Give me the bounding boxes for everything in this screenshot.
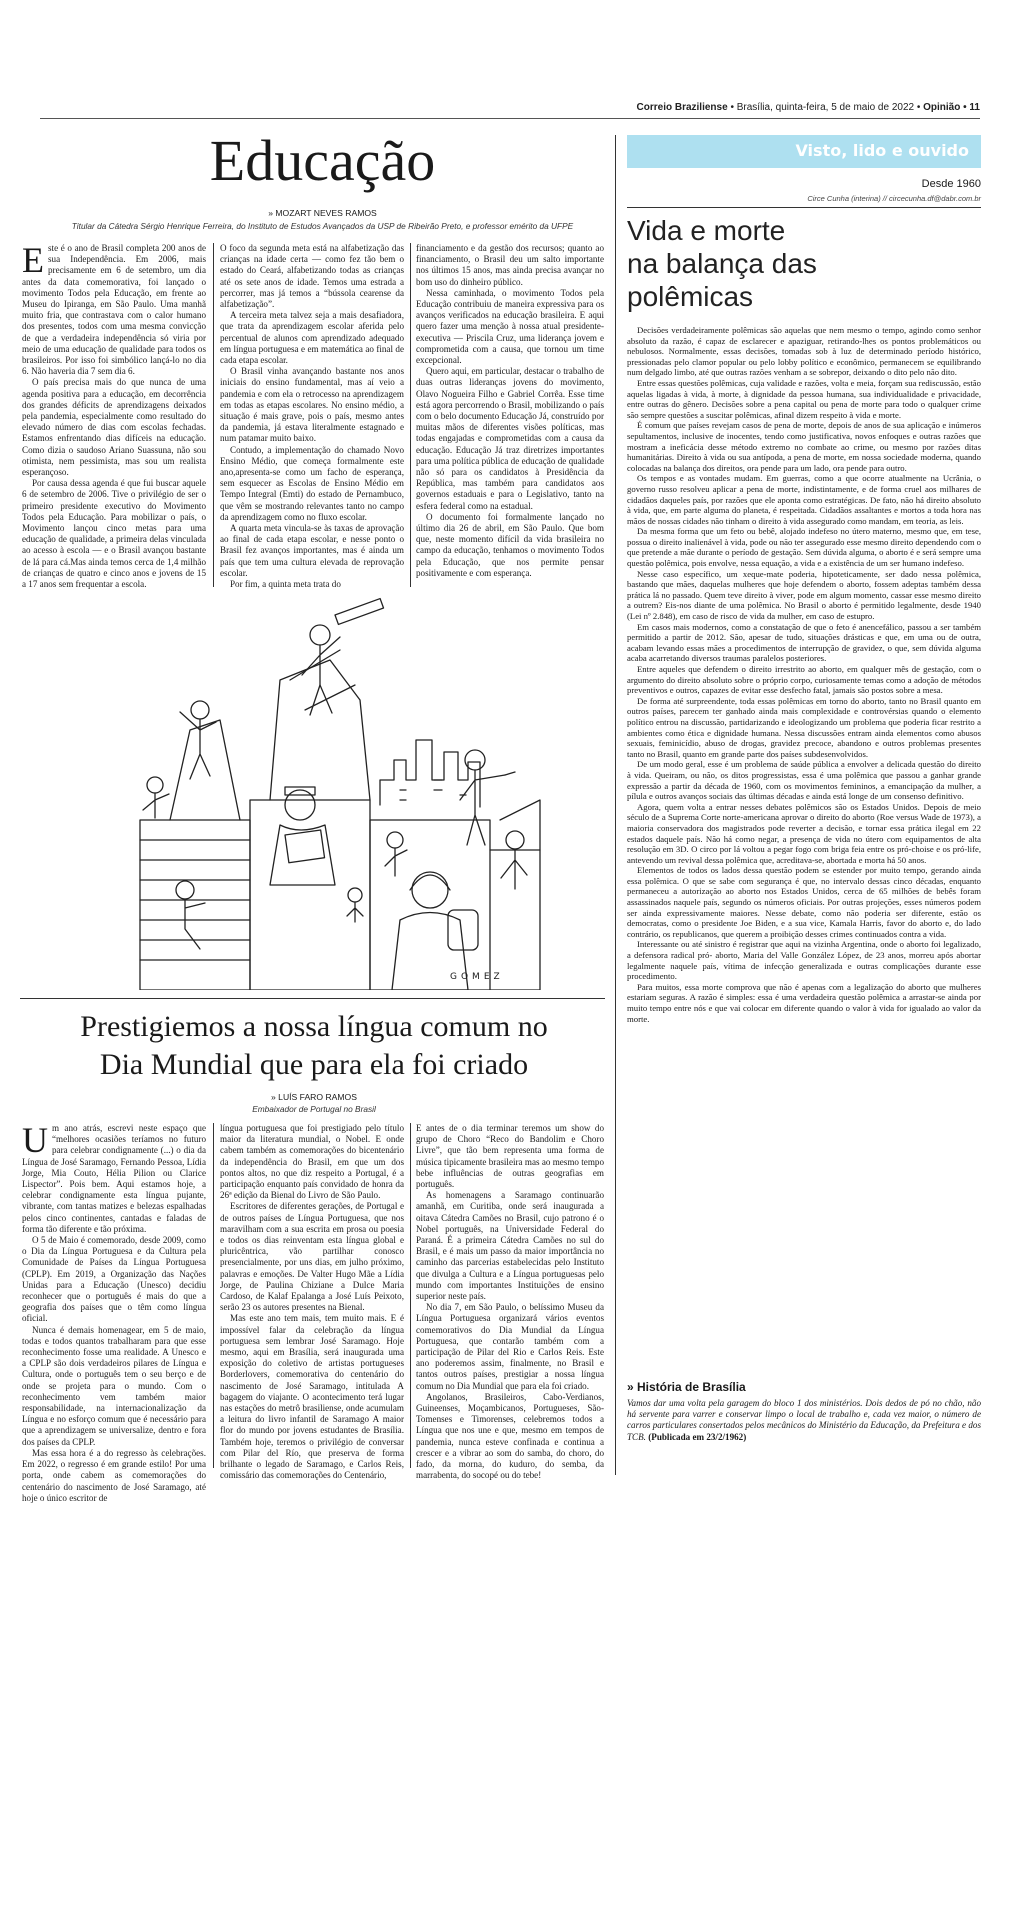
title-line: Dia Mundial que para ela foi criado <box>99 1048 529 1081</box>
paragraph: língua portuguesa que foi prestigiado pelo título maior da literatura mundial, o Nobel. E onde cabem também as comemorações do bicentenário da independência do Brasil, em que um dos pontos altos, no que diz respeito a Portugal, é a participação enquanto país convidado de honra da 26ª edição da Bienal do Livro de São Paulo. <box>220 1123 404 1201</box>
paragraph: A quarta meta vincula-se às taxas de aprovação ao final de cada etapa escolar, e nesse ponto o Brasil fez avanços importantes, mas é ainda um país que tem uma cultura elevada de reprovação escolar. <box>220 523 404 578</box>
sidebar-column-banner <box>627 135 981 168</box>
paragraph: O país precisa mais do que nunca de uma agenda positiva para a educação, em decorrência dos grandes déficits de aprendizagens deixados pela pandemia, especialmente como resultado do elevado número de dias com escolas fechadas. Estamos enfrentando dias difíceis na educação. Como dizia o saudoso Ariano Suassuna, não sou otimista, nem pessimista, mas sou um realista esperançoso. <box>22 377 206 478</box>
paragraph: Mas este ano tem mais, tem muito mais. E é impossível falar da celebração da língua portuguesa sem lembrar José Saramago. Hoje mesmo, aqui em Brasília, será inaugurada uma exposição do coletivo de artistas portugueses Borderlovers, comemorativa do centenário do nascimento de José Saramago, intitulada A bagagem do viajante. O acontecimento terá lugar nas estações do metrô brasiliense, onde acumulam a leitura do livro infantil de Saramago A maior flor do mundo por jovens estudantes de Brasília. Também hoje, teremos o privilégio de conversar com Pilar del Río, que preserva de forma brilhante o legado de Saramago, e Carlos Reis, comissário das comemorações do Centenário, <box>220 1313 404 1481</box>
section-name: Opinião <box>923 102 961 113</box>
paragraph: O foco da segunda meta está na alfabetização das crianças na idade certa — como fez tão bem o estado do Ceará, alfabetizando todas as crianças até os sete anos de idade. Temos uma estrada a percorrer, mas já temos a “bússola cearense da alfabetização”. <box>220 243 404 310</box>
column-divider <box>213 1123 214 1468</box>
paragraph: Agora, quem volta a entrar nesses debates polêmicos são os Estados Unidos. Depois de meio século de a Suprema Corte norte-americana aprovar o direito do aborto (Roe versus Wade de 1973), a maioria conservadora dos magistrados pode reverter a decisão, e tornar essa prática ilegal em 22 estados daquele país. Não há como negar, a presença de vida no útero com equipamentos de alta resolução em 3D. O circo por lá voltou a pegar fogo com briga feia entre os pró-choise e os pró-life, antevendo um revival dessa polêmica que, acreditava-se, abortada e morta há 50 anos. <box>627 801 981 865</box>
paragraph: O Brasil vinha avançando bastante nos anos iniciais do ensino fundamental, mas aí veio a pandemia e com ela o retrocesso na aprendizagem em todas as etapas escolares. No ensino médio, a situação é mais grave, pois o país, mesmo antes da pandemia, já estava literalmente estagnado e num patamar muito baixo. <box>220 366 404 444</box>
paragraph: Nunca é demais homenagear, em 5 de maio, todas e todos quantos trabalharam para que esse reconhecimento fosse uma realidade. A Unesco e a CPLP são dois verdadeiros pilares de Língua e Cultura, onde o português tem o seu berço e de onde se projeta para o mundo. Com o reconhecimento vem também maior responsabilidade, na internacionalização da Língua e no esforço comum que é necessário para que a aprendizagem se universalize, dentro e fora dos países da CPLP. <box>22 1324 206 1447</box>
sidebar-rule <box>627 207 981 208</box>
article-column-3 <box>416 1123 604 1482</box>
article-column-2 <box>220 243 404 590</box>
running-head <box>510 102 980 113</box>
article-column-3 <box>416 243 604 579</box>
page-number: • 11 <box>963 102 980 113</box>
sidebar-body <box>627 325 981 1024</box>
headline-line: Vida e morte <box>627 215 786 246</box>
paragraph: De um modo geral, esse é um problema de saúde pública a envolver a delicada questão do direito à vida. Queiram, ou não, os ditos progressistas, essa é uma polêmica que passou a ganhar grande expressão a partir da década de 1960, com os movimentos femininos, a emancipação da mulher, a pílula e outros avanços sociais das últimas décadas e ainda está longe de um consenso definitivo. <box>627 759 981 802</box>
newspaper-name: Correio Braziliense <box>636 102 728 113</box>
section-divider <box>20 998 605 999</box>
paragraph: Decisões verdadeiramente polêmicas são aquelas que nem mesmo o tempo, agindo como senhor absoluto da razão, é capaz de esclarecer e apaziguar, retirando-lhes os pontos problemáticos ou nebulosos. Normalmente, essas decisões, tomadas sob à luz de determinado período histórico, pressionadas pelo clamor popular ou pelo lobby político e econômico, permanecem se equilibrando num delgado limbo, até que outras razões venham a se sobrepor, deixando o dito pelo não dito. <box>627 325 981 378</box>
history-text: Vamos dar uma volta pela garagem do bloco 1 dos ministérios. Dois dedos de pó no chão, não há servente para varrer e conservar limpo o local de trabalho e, cada vez maior, o número de carros particulares consertados pelos mecânicos do Ministério da Educação, da Prefeitura e dos TCB. <box>627 1398 981 1442</box>
column-divider <box>213 243 214 587</box>
illustration-signature: GOMEZ <box>450 972 504 982</box>
paragraph: Por fim, a quinta meta trata do <box>230 579 341 590</box>
column-divider <box>410 1123 411 1468</box>
drop-cap: E <box>22 240 44 280</box>
paragraph: Nessa caminhada, o movimento Todos pela Educação contribuiu de maneira expressiva para os avanços verificados na educação brasileira. E aqui quero fazer uma menção à nossa atual presidente-executiva — Priscila Cruz, uma liderança jovem e comprometida com a causa, que tornou um time excepcional. <box>416 287 604 366</box>
paragraph: Entre essas questões polêmicas, cuja validade e razões, volta e meia, forçam sua rediscussão, estão aquelas ligadas à vida, à morte, à dignidade da pessoa humana, sua individualidade e privacidade, entre outras do gênero. Decisões sobre a pena capital ou pena de morte para todo o qualquer crime são sempre questões a suscitar polêmicas, afinal dizem respeito à vida e morte. <box>627 377 981 420</box>
author-note: Titular da Cátedra Sérgio Henrique Ferreira, do Instituto de Estudos Avançados da USP de Ribeirão Preto, e professor emérito da UFPE <box>71 221 574 231</box>
paragraph: Mas essa hora é a do regresso às celebrações. Em 2022, o regresso é em grande estilo! Por uma porta, onde cabem as comemorações do centenário do nascimento de José Saramago, até hoje o único escritor de <box>22 1447 206 1503</box>
history-box <box>627 1380 981 1443</box>
history-body <box>627 1398 981 1443</box>
article-author: » MOZART NEVES RAMOS <box>268 208 377 218</box>
paragraph: Da mesma forma que um feto ou bebê, alojado indefeso no útero materno, mesmo que, em tese, possua o direito inalienável à vida, pode ou não ter assegurado esse mesmo direito dependendo com o que pretende a mãe durante o período de gestação. Sem dúvida alguma, o aborto é e será sempre uma questão polêmica, pois envolve, nessa equação, a vida e a existência de um ser humano indefeso. <box>627 526 981 569</box>
column-divider <box>410 243 411 587</box>
article-author: » LUÍS FARO RAMOS <box>271 1092 357 1102</box>
since-label: Desde 1960 <box>921 178 981 190</box>
article-title <box>20 1008 608 1084</box>
article-column-2 <box>220 1123 404 1482</box>
paragraph: No dia 7, em São Paulo, o belíssimo Museu da Língua Portuguesa organizará vários eventos comemorativos do Dia Mundial da Língua Portuguesa, que contarão também com a participação de Pilar del Rio e Carlos Reis. Este ano poderemos assim, finalmente, no Brasil e tantos outros países, prestigiar a nossa língua comum no Dia Mundial que para ela foi criado. <box>416 1302 604 1391</box>
paragraph: Interessante ou até sinistro é registrar que aqui na vizinha Argentina, onde o aborto foi legalizado, a defensora radical pró- aborto, Maria del Valle González López, de 23 anos, morreu após abortar legalmente naquele país, vítima de infecção generalizada e outras complicações durante esse procedimento. <box>627 939 981 982</box>
history-published: (Publicada em 23/2/1962) <box>648 1431 747 1442</box>
paragraph: ste é o ano de Brasil completa 200 anos de sua Independência. Em 2006, mais precisamente em 6 de setembro, um dia antes da data comemorativa, foi lançado o movimento Todos pela Educação, em frente ao Museu do Ipiranga, em São Paulo. Uma manhã muito fria, que contrastava com o calor humano dos presentes, todos com uma mesma convicção de que a verdadeira independência só viria por meio de uma educação de qualidade para todos os brasileiros. Por isso foi simbólico lançá-lo no dia 6. Não haveria dia 7 sem dia 6. <box>22 243 206 377</box>
drop-cap: U <box>22 1120 48 1160</box>
headline-line: polêmicas <box>627 281 754 312</box>
history-title: » História de Brasília <box>627 1380 746 1394</box>
article-column-1 <box>22 1120 206 1504</box>
title-line: Prestigiemos a nossa língua comum no <box>80 1010 548 1043</box>
paragraph: É comum que países revejam casos de pena de morte, depois de anos de sua aplicação e inúmeros sepultamentos, inclusive de inocentes, tendo como justificativa, novos enfoques e outras razões que mostram a ineficácia desse método extremo no combate ao crime, ou mesmo por razões ditas humanitárias. Direito à vida ou sua antípoda, a pena de morte, em nossa sociedade moderna, quando colocadas na balança dos direitos, ora pende para um lado, ora pende para outro. <box>627 420 981 473</box>
article-title: Educação <box>209 128 436 193</box>
paragraph: Em casos mais modernos, como a constatação de que o feto é anencefálico, passou a ser também permitido a partir de 2012. São, apesar de tudo, situações drásticas e que, em uma ou de outra, acabam levando essas mães a procedimentos de interrupção de gravidez, o que, sem dúvida alguma acaba acarretando diversos traumas paralelos posteriores. <box>627 621 981 664</box>
paragraph: Nesse caso específico, um xeque-mate poderia, hipoteticamente, ser dado nessa polêmica, bastando que mães, daquelas mulheres que hoje defendem o aborto, fossem adeptas também dessa prática lá no passado. Quem teve direito à viver, pode em algum momento, cassar esse mesmo direito a outrem? Eis-nos diante de uma polêmica. No Brasil o aborto é permitido legalmente, desde 1940 (Lei nº 2.848), em caso de risco de vida da mulher, em caso de estupro. <box>627 568 981 622</box>
line-art-illustration <box>130 590 550 990</box>
paragraph: O 5 de Maio é comemorado, desde 2009, como o Dia da Língua Portuguesa e da Cultura pela Comunidade de Países da Língua Portuguesa (CPLP). Em 2019, a Organização das Nações Unidas para a Educação (Unesco) decidiu reconhecer que o português é mais do que a geografia dos países que o têm como língua oficial. <box>22 1235 206 1324</box>
paragraph: financiamento e da gestão dos recursos; quanto ao financiamento, o Brasil deu um salto importante nos últimos 15 anos, mas ainda precisa avançar no bom uso do dinheiro público. <box>416 243 604 287</box>
paragraph: As homenagens a Saramago continuarão amanhã, em Curitiba, onde será inaugurada a oitava Cátedra Camões no Brasil, cujo patrono é o Nobel português, na Universidade Federal do Paraná. É a primeira Cátedra Camões no sul do Brasil, e é mais um passo da maior importância no caminho das parcerias estabelecidas pelo Instituto que divulga a Cultura e a Língua portuguesas pelo mundo com importantes Instituições de ensino superior neste país. <box>416 1190 604 1302</box>
top-rule <box>40 118 980 119</box>
paragraph: Para muitos, essa morte comprova que não é apenas com a legalização do aborto que mulheres estariam seguras. A razão é simples: essa é uma verdadeira questão polêmica a arrastar-se ainda por muito tempo entre nós e que vai colocar em diferente quando o valor à vida for igualado ao valor da morte. <box>627 981 981 1024</box>
paragraph: Angolanos, Brasileiros, Cabo-Verdianos, Guineenses, Moçambicanos, Portugueses, São-Tomenses e Timorenses, celebremos todos a Língua que nos une e que, mesmo em tempos de pandemia, nunca esteve confinada e continua a crescer e a vibrar ao som do samba, do choro, do fado, da morna, do kuduro, do semba, da marrabenta, do socopé ou do tebe! <box>416 1391 604 1481</box>
illustration <box>130 590 550 990</box>
paragraph: Escritores de diferentes gerações, de Portugal e de outros países de Língua Portuguesa, que nos maravilham com a sua escrita em prosa ou poesia e todos os dias reinventam esta língua global e pluricêntrica, vão partilhar conosco presencialmente, por uns dias, em julho próximo, palavras e emoções. De Valter Hugo Mãe a Lídia Jorge, de Paulina Chiziane a Dulce Maria Cardoso, de Kalaf Epalanga a José Luís Peixoto, serão 23 os autores presentes na Bienal. <box>220 1201 404 1313</box>
column-name: Visto, lido e ouvido <box>795 141 969 160</box>
paragraph: Elementos de todos os lados dessa questão podem se estender por muito tempo, gerando ainda essa polêmica. O que se sabe com segurança é que, no intervalo dessas cinco décadas, enquanto permaneceu a autorização ao aborto nos Estados Unidos, cerca de 65 milhões de bebês foram assassinados naquele país, segundo os números oficiais. Por outras projeções, esses números podem ser ainda expressivamente maiores. Nesse debate, como não poderia ser diferente, estão os democratas, como o presidente Joe Biden, e a sua vice, Kamala Harris, favor do aborto e, do lado contrário, os republicanos, que querem a proibição desses crimes continuados contra a vida. <box>627 865 981 939</box>
paragraph: Quero aqui, em particular, destacar o trabalho de duas outras lideranças jovens do movimento, Olavo Nogueira Filho e Gabriel Corrêa. Esse time está agora percorrendo o Brasil, mobilizando o país com o belo documento Educação Já, construído por muitas mãos de diferentes visões políticas, mas todas engajadas e comprometidas com a causa da educação. Educação Já traz diretrizes importantes para uma política pública de educação de qualidade não só para os candidatos à Presidência da República, mas também para candidatos aos governos estaduais e para o Legislativo, tanto na esfera federal como na estadual. <box>416 366 604 511</box>
paragraph: O documento foi formalmente lançado no último dia 26 de abril, em São Paulo. Que bom que, neste momento difícil da vida brasileira no campo da educação, tenhamos o movimento Todos pela Educação, que nos permite pensar positivamente e com esperança. <box>416 511 604 578</box>
paragraph: m ano atrás, escrevi neste espaço que “melhores ocasiões teríamos no futuro para celebrar condignamente (...) o dia da Língua de José Saramago, Fernando Pessoa, Lídia Jorge, Mia Couto, Hélia Pilion ou Clarice Lispector”. Pois bem. Aqui estamos hoje, a celebrar condignamente esta língua pujante, vibrante, com tantas matizes e belezas espalhadas pelos cinco continentes, cantadas e faladas de forma tão diferente e tão próxima. <box>22 1123 206 1234</box>
headline-line: na balança das <box>627 248 817 279</box>
paragraph: Contudo, a implementação do chamado Novo Ensino Médio, que começa formalmente este ano,apresenta-se como um facho de esperança, sem esquecer as Escolas de Ensino Médio em Tempo Integral (Emti) do estado de Pernambuco, que vêm se mostrando relevantes tanto no campo da aprendizagem como no fluxo escolar. <box>220 444 404 522</box>
paragraph: Por causa dessa agenda é que fui buscar aquele 6 de setembro de 2006. Tive o privilégio de ser o primeiro presidente executivo do Movimento Todos pela Educação. Para mobilizar o país, o Movimento lançou cinco metas para uma educação de qualidade, a primeira delas vinculada ao acesso à escola — e o Brasil avançou bastante de lá para cá.Mas ainda temos cerca de 1,4 milhão de crianças de quatro e cinco anos e jovens de 15 a 17 anos sem frequentar a escola. <box>22 478 206 590</box>
column-credit: Circe Cunha (interina) // circecunha.df@dabr.com.br <box>807 194 981 203</box>
paragraph: Entre aqueles que defendem o direito irrestrito ao aborto, em qualquer mês de gestação, com o argumento do direito absoluto sobre o próprio corpo, curiosamente temas como a adoção de métodos preventivos e outros, capazes de evitar esse desfecho fatal, jamais são postos sobre a mesa. <box>627 664 981 696</box>
author-note: Embaixador de Portugal no Brasil <box>252 1104 376 1114</box>
sidebar-divider <box>615 135 616 1475</box>
dateline: • Brasília, quinta-feira, 5 de maio de 2022 • <box>730 102 921 113</box>
paragraph: Os tempos e as vontades mudam. Em guerras, como a que ocorre atualmente na Ucrânia, o governo russo resolveu aplicar a pena de morte, indistintamente, e de forma cruel aos milhares de cidadãos daqueles país, por razões que ele aponta como estratégicas. De fato, não há direito absoluto à vida, que, em parte alguma do planeta, é respeitada. Cidadãos assaltantes e mortos a toda hora nas mãos de nossas cidades não tinham o direito à vida assegurado como mandam, em teoria, as leis. <box>627 473 981 526</box>
article-column-1 <box>22 240 206 590</box>
sidebar-headline <box>627 214 981 313</box>
paragraph: A terceira meta talvez seja a mais desafiadora, que trata da aprendizagem escolar aferida pelo percentual de alunos com aprendizado adequado em língua portuguesa e em matemática ao final de cada etapa escolar. <box>220 310 404 366</box>
paragraph: E antes de o dia terminar teremos um show do grupo de Choro “Reco do Bandolim e Choro Livre”, que tão bem representa uma forma de música tipicamente brasileira mas ao mesmo tempo bebe influências de outras geografias em português. <box>416 1123 604 1190</box>
paragraph: De forma até surpreendente, toda essas polêmicas em torno do aborto, tanto no Brasil quanto em outros países, parecem ter ganhado ainda mais complexidade e controvérsias quando o elemento político entrou na discussão, partidarizando e ideologizando um problema que poderia ficar restrito a ambientes como ética e dignidade humana. Nessa discussões entram ainda elementos como abusos sexuais, feminicídio, abuso de drogas, gravidez precoce, abandono e outros problemas presentes tanto no Brasil, quanto em grande parte dos países subdesenvolvidos. <box>627 695 981 759</box>
